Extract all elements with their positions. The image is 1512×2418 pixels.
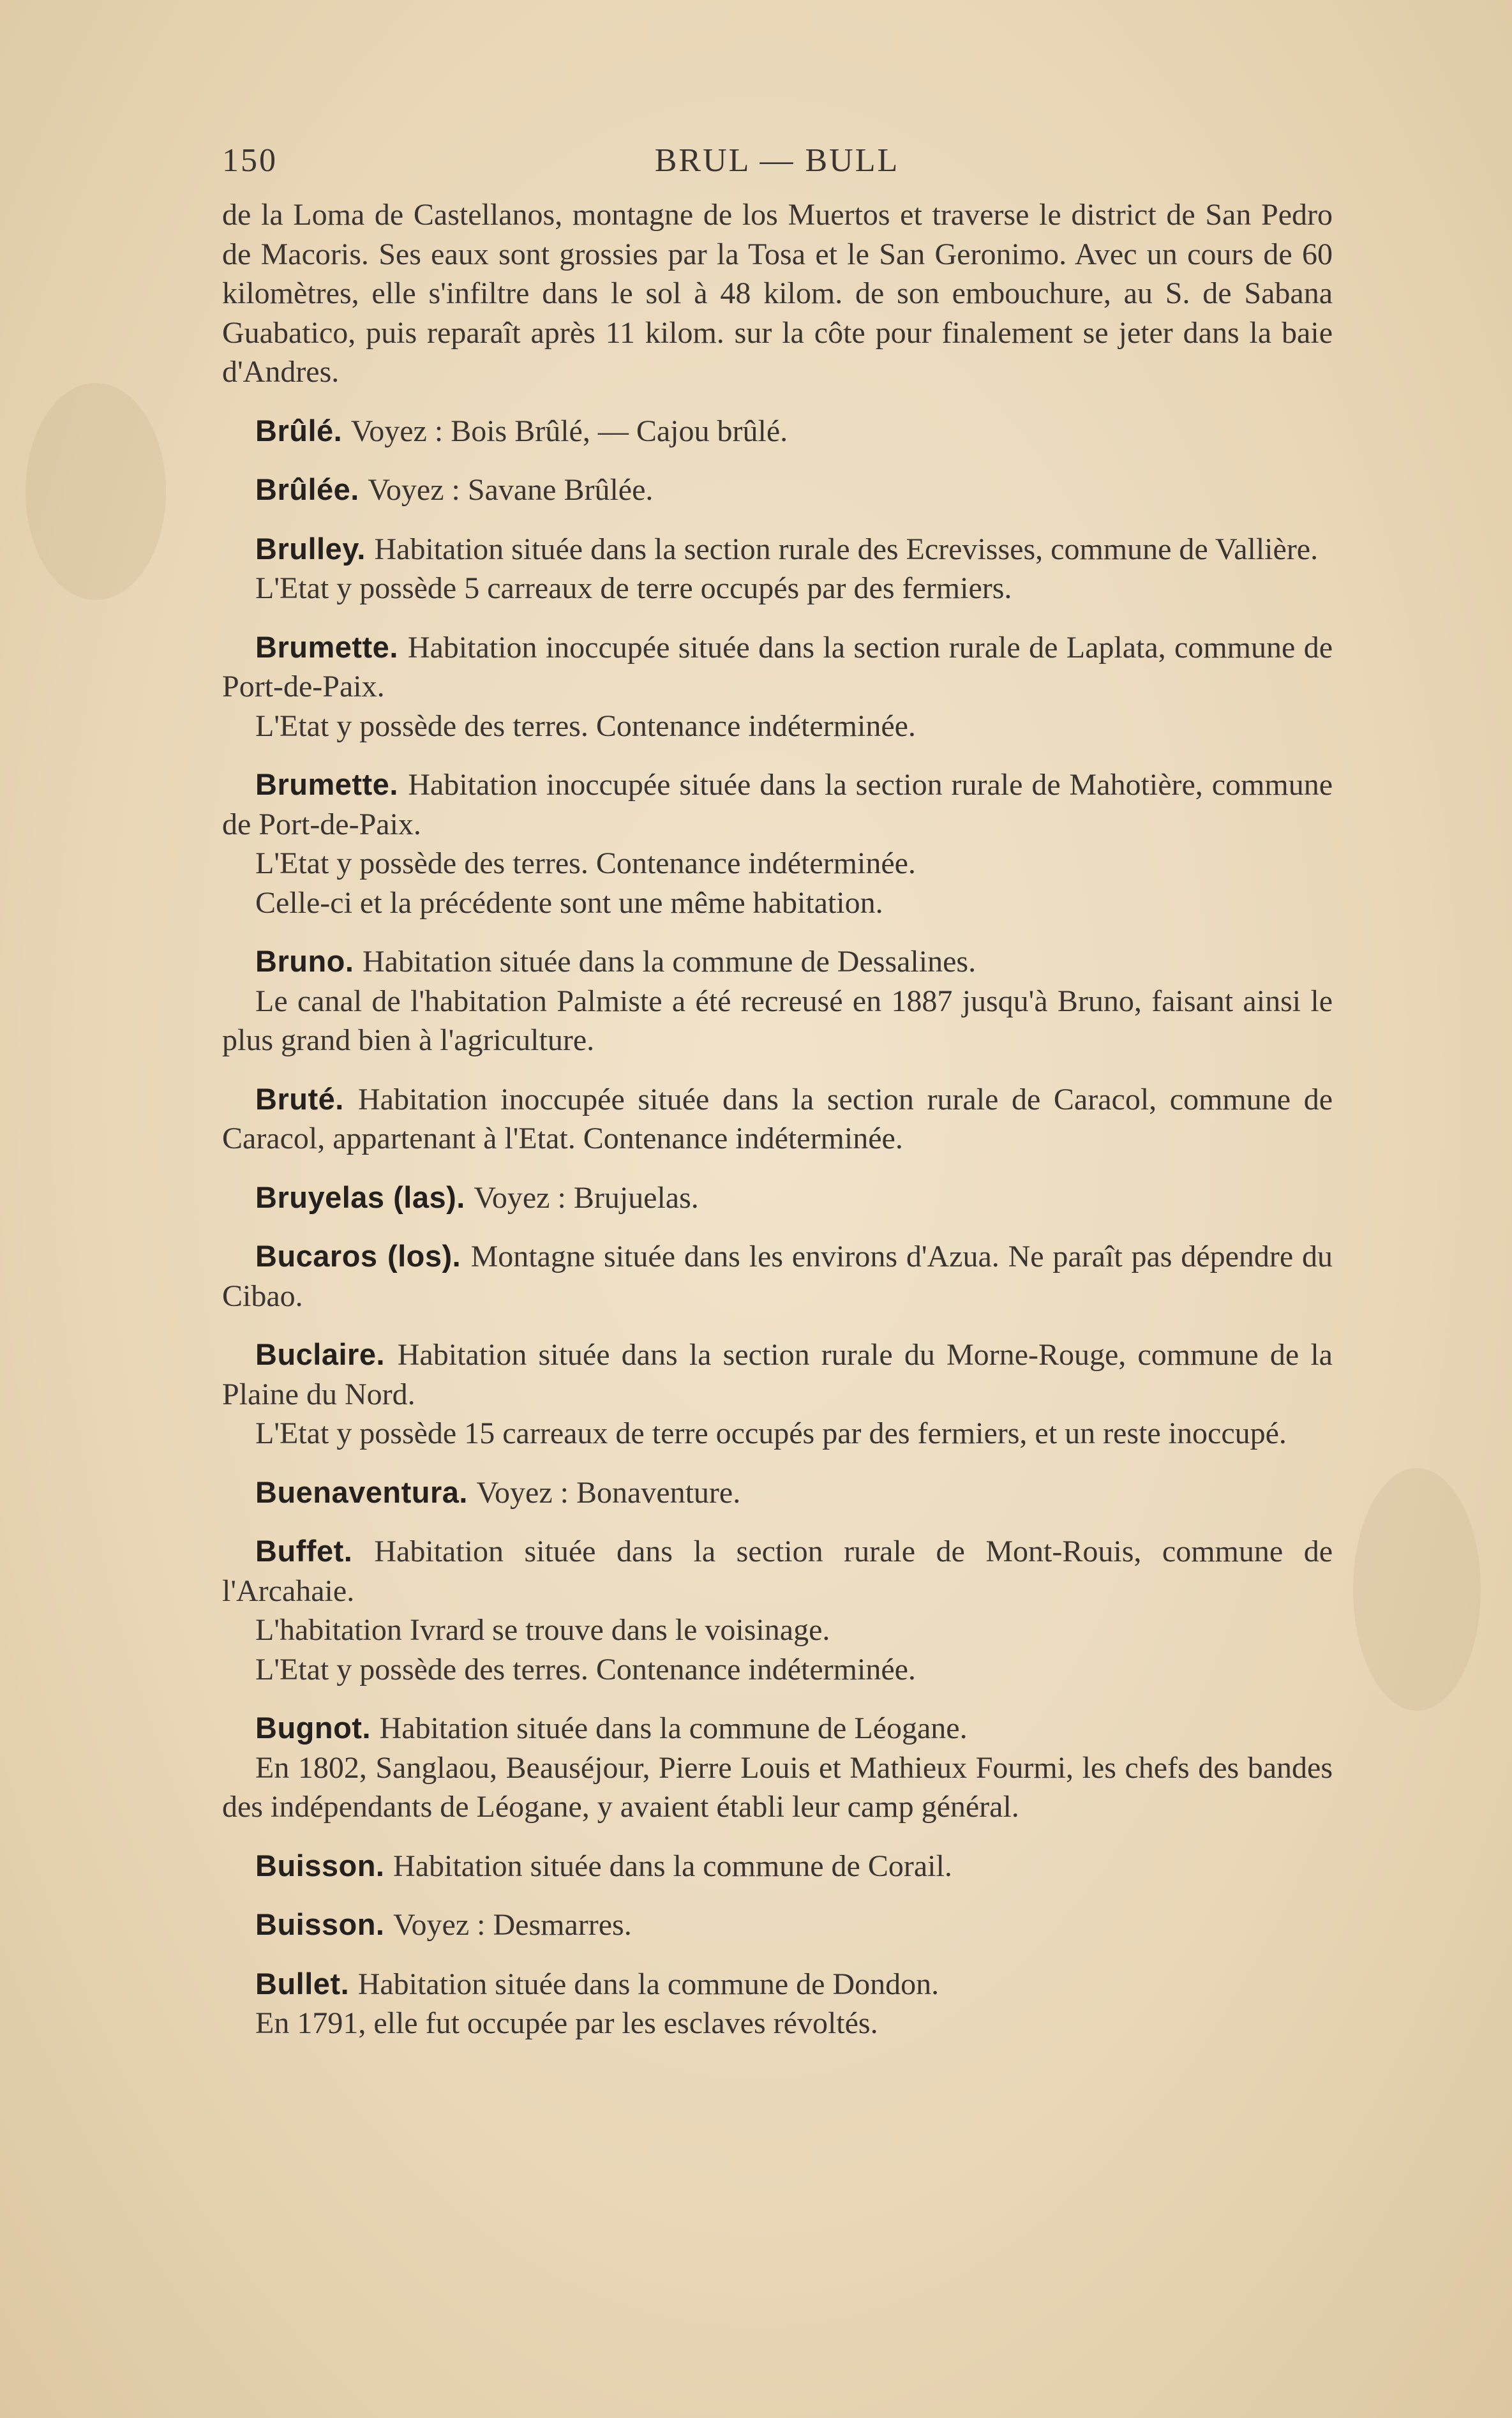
- dictionary-entry: [222, 627, 1333, 746]
- headword-period: .: [459, 1475, 477, 1509]
- entry-definition: [222, 529, 1333, 569]
- entry-headword: Brulley: [255, 531, 357, 566]
- entry-headword: Brumette: [255, 767, 390, 801]
- entry-headword: Bruyelas (las): [255, 1180, 457, 1214]
- headword-period: .: [376, 1337, 398, 1371]
- entry-headword: Brûlée: [255, 472, 351, 506]
- headword-period: .: [357, 531, 375, 566]
- entry-note: L'Etat y possède 15 carreaux de terre occupés par des fermiers, et un reste inoccupé.: [255, 1416, 1287, 1450]
- dictionary-entry: [222, 1905, 1333, 1945]
- entry-headword: Bruté: [255, 1081, 336, 1116]
- entry-note: Celle-ci et la précédente sont une même habitation.: [255, 885, 883, 920]
- entry-text: Habitation située dans la section rurale des Ecrevisses, commune de Vallière.: [374, 532, 1319, 566]
- entry-definition: [222, 1964, 1333, 2004]
- entry-note: En 1791, elle fut occupée par les esclaves révoltés.: [255, 2006, 878, 2040]
- entry-text: Montagne située dans les environs d'Azua. Ne paraît pas dépendre du Cibao.: [222, 1240, 1333, 1313]
- dictionary-entry: [222, 1531, 1333, 1689]
- dictionary-entry: [222, 1079, 1333, 1159]
- entry-text: Habitation située dans la commune de Corail.: [393, 1849, 952, 1883]
- dictionary-entry: [222, 1708, 1333, 1827]
- headword-period: .: [389, 767, 408, 801]
- dictionary-entry: [222, 1178, 1333, 1218]
- headword-period: .: [375, 1848, 394, 1882]
- entry-list: [222, 411, 1333, 2043]
- entry-definition: [222, 1531, 1333, 1611]
- entry-headword: Bucaros (los): [255, 1239, 453, 1273]
- entry-text: Habitation inoccupée située dans la section rurale de Mahotière, commune de Port-de-Paix.: [222, 768, 1333, 841]
- entry-headword: Brumette: [255, 629, 390, 664]
- entry-definition: [222, 1178, 1333, 1218]
- entry-headword: Brûlé: [255, 413, 334, 447]
- headword-period: .: [362, 1711, 380, 1745]
- headword-period: .: [456, 1180, 474, 1214]
- entry-headword: Bugnot: [255, 1711, 363, 1745]
- paper-stain: [26, 383, 166, 600]
- dictionary-entry: [222, 411, 1333, 451]
- entry-definition: [222, 1335, 1333, 1414]
- running-head: BRUL — BULL: [654, 142, 900, 179]
- entry-text: Voyez : Bois Brûlé, — Cajou brûlé.: [350, 414, 788, 448]
- headword-period: .: [335, 1081, 358, 1116]
- headword-period: .: [340, 1966, 358, 2001]
- page-header: [222, 142, 1332, 186]
- entry-note: L'Etat y possède 5 carreaux de terre occupés par des fermiers.: [255, 571, 1012, 605]
- headword-period: .: [350, 472, 368, 506]
- dictionary-entry: [222, 1473, 1333, 1513]
- page-body: [222, 195, 1333, 2043]
- headword-period: .: [375, 1907, 394, 1941]
- entry-text: Habitation située dans la commune de Léogane.: [379, 1711, 968, 1745]
- entry-definition: [222, 1846, 1333, 1886]
- entry-headword: Buclaire: [255, 1337, 377, 1371]
- continuation-paragraph: de la Loma de Castellanos, montagne de los Muertos et traverse le district de San Pedro de Macoris. Ses eaux sont grossies par la Tosa et le San Geronimo. Avec un cours de 60 kilomètres, elle s'infiltre dans le sol à 48 kilom. de son embouchure, au S. de Sabana Guabatico, puis reparaît après 11 kilom. sur la côte pour finalement se jeter dans la baie d'Andres.: [222, 198, 1333, 389]
- entry-note: L'Etat y possède des terres. Contenance indéterminée.: [255, 1652, 916, 1686]
- entry-headword: Bullet: [255, 1966, 341, 2001]
- headword-period: .: [343, 1534, 375, 1568]
- dictionary-entry: [222, 1335, 1333, 1453]
- entry-headword: Buenaventura: [255, 1475, 460, 1509]
- dictionary-entry: [222, 765, 1333, 922]
- entry-headword: Buisson: [255, 1848, 376, 1882]
- dictionary-entry: [222, 1846, 1333, 1886]
- entry-text: Voyez : Desmarres.: [393, 1908, 632, 1942]
- entry-definition: [222, 411, 1333, 451]
- entry-text: Voyez : Bonaventure.: [476, 1475, 741, 1510]
- entry-note: Le canal de l'habitation Palmiste a été recreusé en 1887 jusqu'à Bruno, faisant ainsi le plus grand bien à l'agriculture.: [222, 984, 1333, 1057]
- entry-text: Habitation située dans la commune de Dondon.: [357, 1967, 939, 2001]
- entry-definition: [222, 1708, 1333, 1748]
- entry-headword: Buisson: [255, 1907, 376, 1941]
- page-number: 150: [222, 142, 278, 179]
- dictionary-entry: [222, 1964, 1333, 2043]
- dictionary-entry: [222, 1236, 1333, 1316]
- entry-text: Habitation située dans la commune de Dessalines.: [363, 945, 977, 979]
- entry-text: Voyez : Brujuelas.: [474, 1180, 699, 1215]
- entry-text: Habitation inoccupée située dans la section rurale de Laplata, commune de Port-de-Paix.: [222, 630, 1333, 703]
- entry-definition: [222, 1473, 1333, 1513]
- entry-text: Habitation située dans la section rurale du Morne-Rouge, commune de la Plaine du Nord.: [222, 1338, 1333, 1411]
- entry-note: L'Etat y possède des terres. Contenance indéterminée.: [255, 709, 916, 743]
- entry-text: Habitation inoccupée située dans la section rurale de Caracol, commune de Caracol, appartenant à l'Etat. Contenance indéterminée.: [222, 1082, 1333, 1155]
- entry-definition: [222, 1236, 1333, 1316]
- entry-text: Habitation située dans la section rurale de Mont-Rouis, commune de l'Arcahaie.: [222, 1535, 1333, 1608]
- entry-note: En 1802, Sanglaou, Beauséjour, Pierre Louis et Mathieux Fourmi, les chefs des bandes des indépendants de Léogane, y avaient établi leur camp général.: [222, 1750, 1333, 1824]
- entry-definition: [222, 470, 1333, 510]
- entry-headword: Buffet: [255, 1534, 344, 1568]
- paper-stain: [1353, 1468, 1481, 1711]
- dictionary-entry: [222, 942, 1333, 1060]
- entry-note: L'Etat y possède des terres. Contenance indéterminée.: [255, 846, 916, 880]
- entry-definition: [222, 1079, 1333, 1159]
- entry-headword: Bruno: [255, 944, 345, 978]
- headword-period: .: [333, 413, 351, 447]
- dictionary-entry: [222, 470, 1333, 510]
- entry-definition: [222, 765, 1333, 844]
- entry-text: Voyez : Savane Brûlée.: [368, 473, 654, 507]
- entry-note: L'habitation Ivrard se trouve dans le voisinage.: [255, 1613, 830, 1647]
- headword-period: .: [345, 944, 363, 978]
- entry-definition: [222, 627, 1333, 707]
- entry-definition: [222, 942, 1333, 982]
- headword-period: .: [389, 629, 408, 664]
- entry-definition: [222, 1905, 1333, 1945]
- dictionary-entry: [222, 529, 1333, 608]
- headword-period: .: [452, 1239, 471, 1273]
